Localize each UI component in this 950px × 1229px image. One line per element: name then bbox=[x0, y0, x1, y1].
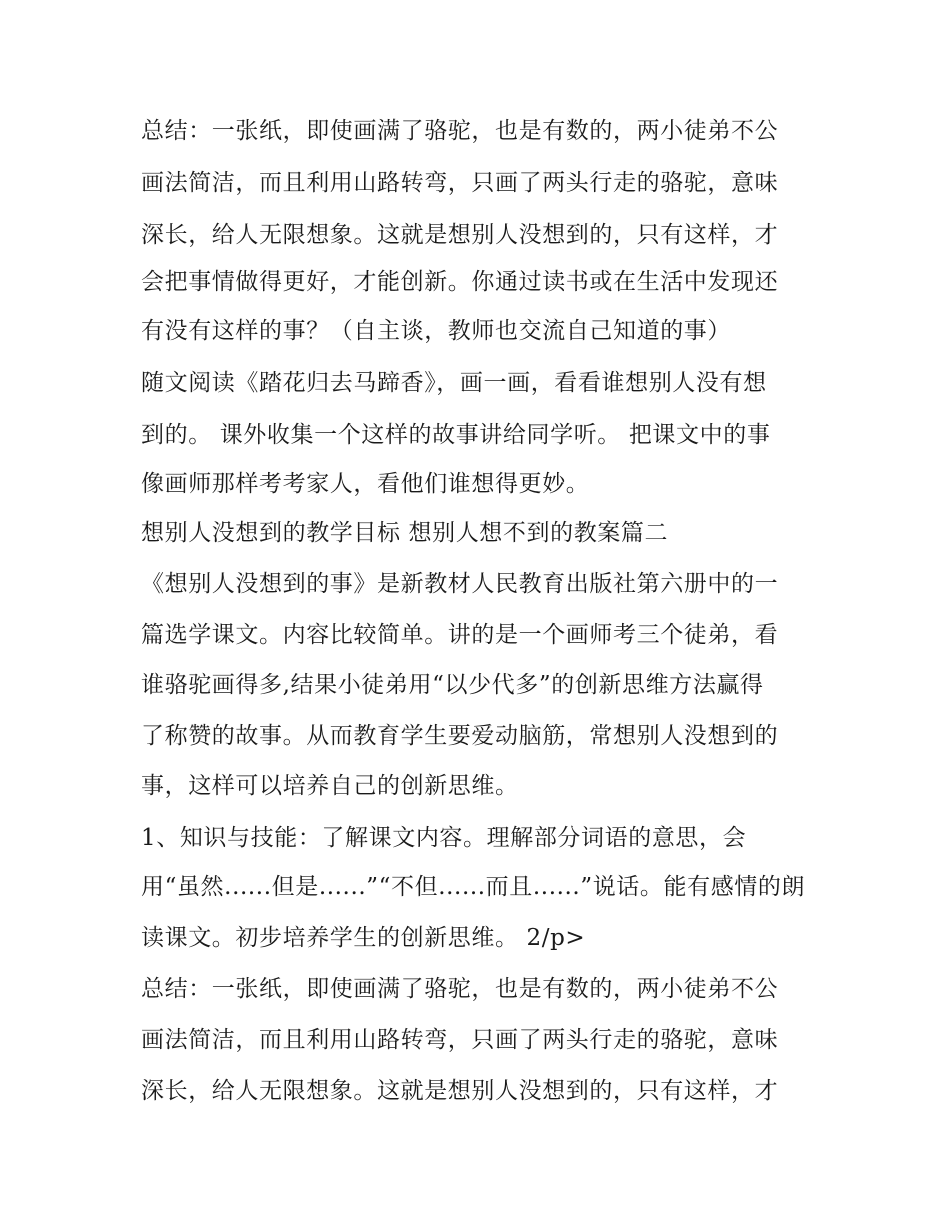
text-line: 总结：一张纸，即使画满了骆驼，也是有数的，两小徒弟不公 bbox=[141, 976, 779, 1002]
text-line: 画法简洁，而且利用山路转弯，只画了两头行走的骆驼，意味 bbox=[141, 1027, 779, 1053]
text-line: 深长，给人无限想象。这就是想别人没想到的，只有这样，才 bbox=[141, 1078, 779, 1104]
text-line: 事，这样可以培养自己的创新思维。 bbox=[141, 773, 519, 799]
text-line: 谁骆驼画得多,结果小徒弟用“以少代多”的创新思维方法赢得 bbox=[141, 672, 764, 698]
text-line: 篇选学课文。内容比较简单。讲的是一个画师考三个徒弟，看 bbox=[141, 622, 779, 648]
text-line: 深长，给人无限想象。这就是想别人没想到的，只有这样，才 bbox=[141, 222, 779, 248]
text-line: 1、知识与技能：了解课文内容。理解部分词语的意思，会 bbox=[141, 825, 747, 851]
text-line: 像画师那样考考家人，看他们谁想得更妙。 bbox=[141, 471, 590, 497]
text-line: 《想别人没想到的事》是新教材人民教育出版社第六册中的一 bbox=[141, 571, 779, 597]
text-line: 有没有这样的事？（自主谈，教师也交流自己知道的事） bbox=[141, 318, 731, 344]
text-line: 总结：一张纸，即使画满了骆驼，也是有数的，两小徒弟不公 bbox=[141, 118, 779, 144]
text-line: 到的。 课外收集一个这样的故事讲给同学听。 把课文中的事 bbox=[141, 422, 771, 448]
section-heading: 想别人没想到的教学目标 想别人想不到的教案篇二 bbox=[141, 520, 669, 546]
text-line: 画法简洁，而且利用山路转弯，只画了两头行走的骆驼，意味 bbox=[141, 170, 779, 196]
text-line: 用“虽然......但是......”“不但......而且......”说话。能有感情的朗 bbox=[141, 874, 806, 900]
text-line: 读课文。初步培养学生的创新思维。 2/p> bbox=[141, 925, 586, 951]
text-line: 随文阅读《踏花归去马蹄香》，画一画，看看谁想别人没有想 bbox=[141, 370, 767, 396]
text-line: 会把事情做得更好，才能创新。你通过读书或在生活中发现还 bbox=[141, 269, 779, 295]
text-line: 了称赞的故事。从而教育学生要爱动脑筋，常想别人没想到的 bbox=[141, 723, 779, 749]
